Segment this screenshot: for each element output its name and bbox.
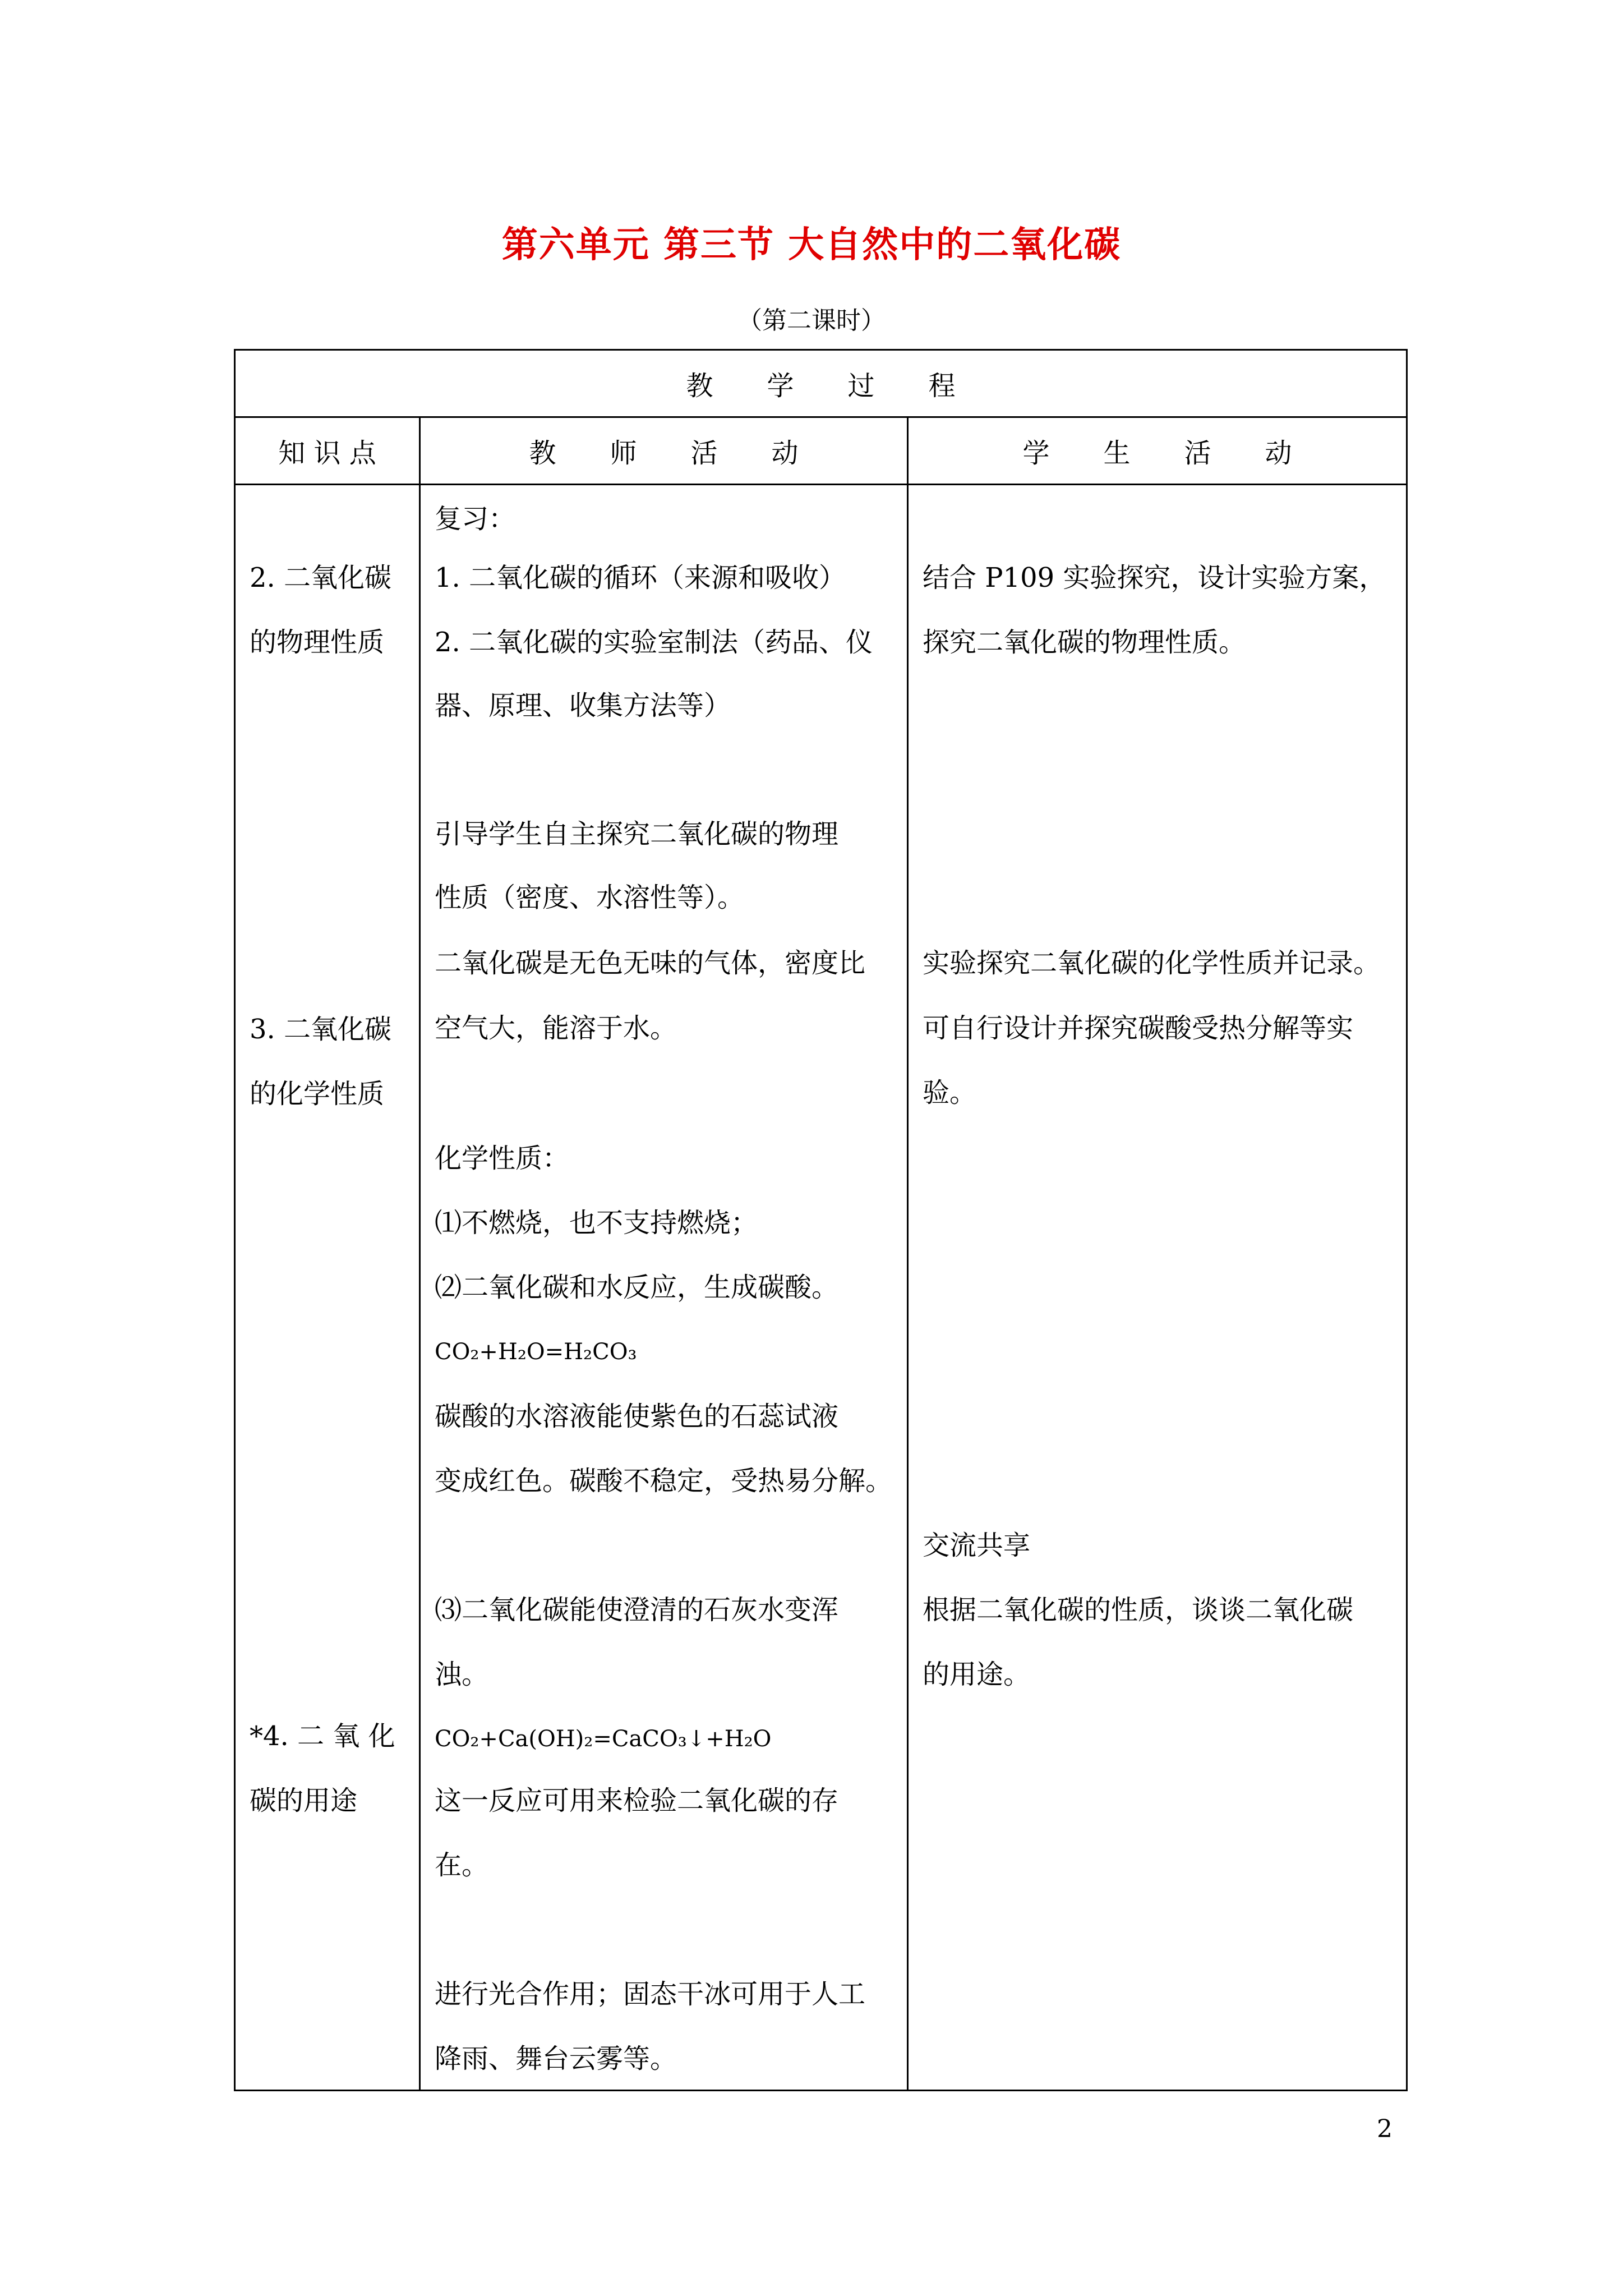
student-activity-3-title: 交流共享 <box>923 1530 1031 1561</box>
column-header-knowledge: 知 识 点 <box>235 417 420 485</box>
test-line1: 这一反应可用来检验二氧化碳的存 <box>435 1785 839 1816</box>
column-header-teacher: 教 师 活 动 <box>420 417 908 485</box>
chemical-property-3-line1: ⑶二氧化碳能使澄清的石灰水变浑 <box>435 1594 839 1626</box>
guide-line2: 性质（密度、水溶性等）。 <box>435 882 745 913</box>
review-item-2-line2: 器、原理、收集方法等） <box>435 690 731 721</box>
guide-line1: 引导学生自主探究二氧化碳的物理 <box>435 818 839 850</box>
knowledge-4-line2: 碳的用途 <box>250 1785 358 1816</box>
use-line2: 降雨、舞台云雾等。 <box>435 2043 677 2074</box>
teacher-activity-column <box>420 485 908 2091</box>
equation-carbonic-acid: CO₂+H₂O=H₂CO₃ <box>435 1339 637 1365</box>
knowledge-2-line2: 的物理性质 <box>250 627 385 658</box>
knowledge-3-line2: 的化学性质 <box>250 1078 385 1110</box>
chemical-property-1: ⑴不燃烧，也不支持燃烧； <box>435 1207 758 1239</box>
lesson-subtitle: （第二课时） <box>737 306 886 335</box>
student-activity-3-line1: 根据二氧化碳的性质，谈谈二氧化碳 <box>923 1594 1354 1626</box>
knowledge-4-line1: *4. 二 氧 化 <box>250 1720 395 1752</box>
student-activity-2-line2: 可自行设计并探究碳酸受热分解等实 <box>923 1013 1354 1044</box>
review-item-1: 1. 二氧化碳的循环（来源和吸收） <box>435 562 846 593</box>
chemical-property-title: 化学性质： <box>435 1143 570 1174</box>
student-activity-1-line2: 探究二氧化碳的物理性质。 <box>923 627 1246 658</box>
use-line1: 进行光合作用；固态干冰可用于人工 <box>435 1978 866 2010</box>
physical-property-line2: 空气大，能溶于水。 <box>435 1013 677 1044</box>
equation-limewater: CO₂+Ca(OH)₂=CaCO₃↓+H₂O <box>435 1726 772 1752</box>
review-label: 复习： <box>435 503 516 535</box>
carbonic-acid-line2: 变成红色。碳酸不稳定，受热易分解。 <box>435 1465 893 1497</box>
knowledge-3-line1: 3. 二氧化碳 <box>250 1014 392 1045</box>
student-activity-3-line2: 的用途。 <box>923 1659 1031 1690</box>
test-line2: 在。 <box>435 1849 489 1881</box>
physical-property-line1: 二氧化碳是无色无味的气体，密度比 <box>435 947 866 979</box>
page-title: 第六单元 第三节 大自然中的二氧化碳 <box>501 224 1122 266</box>
chemical-property-3-line2: 浊。 <box>435 1659 489 1690</box>
carbonic-acid-line1: 碳酸的水溶液能使紫色的石蕊试液 <box>435 1401 839 1432</box>
student-activity-2-line1: 实验探究二氧化碳的化学性质并记录。 <box>923 947 1381 979</box>
page-number: 2 <box>1377 2115 1393 2143</box>
student-activity-1-line1: 结合 P109 实验探究，设计实验方案， <box>923 562 1386 593</box>
knowledge-2-line1: 2. 二氧化碳 <box>250 562 392 593</box>
student-activity-2-line3: 验。 <box>923 1077 977 1108</box>
teaching-process-table <box>234 349 1408 2091</box>
review-item-2-line1: 2. 二氧化碳的实验室制法（药品、仪 <box>435 627 873 658</box>
knowledge-column <box>235 485 420 2091</box>
chemical-property-2: ⑵二氧化碳和水反应，生成碳酸。 <box>435 1272 839 1303</box>
student-activity-column <box>908 485 1407 2091</box>
column-header-student: 学 生 活 动 <box>908 417 1407 485</box>
table-header: 教 学 过 程 <box>235 350 1407 417</box>
